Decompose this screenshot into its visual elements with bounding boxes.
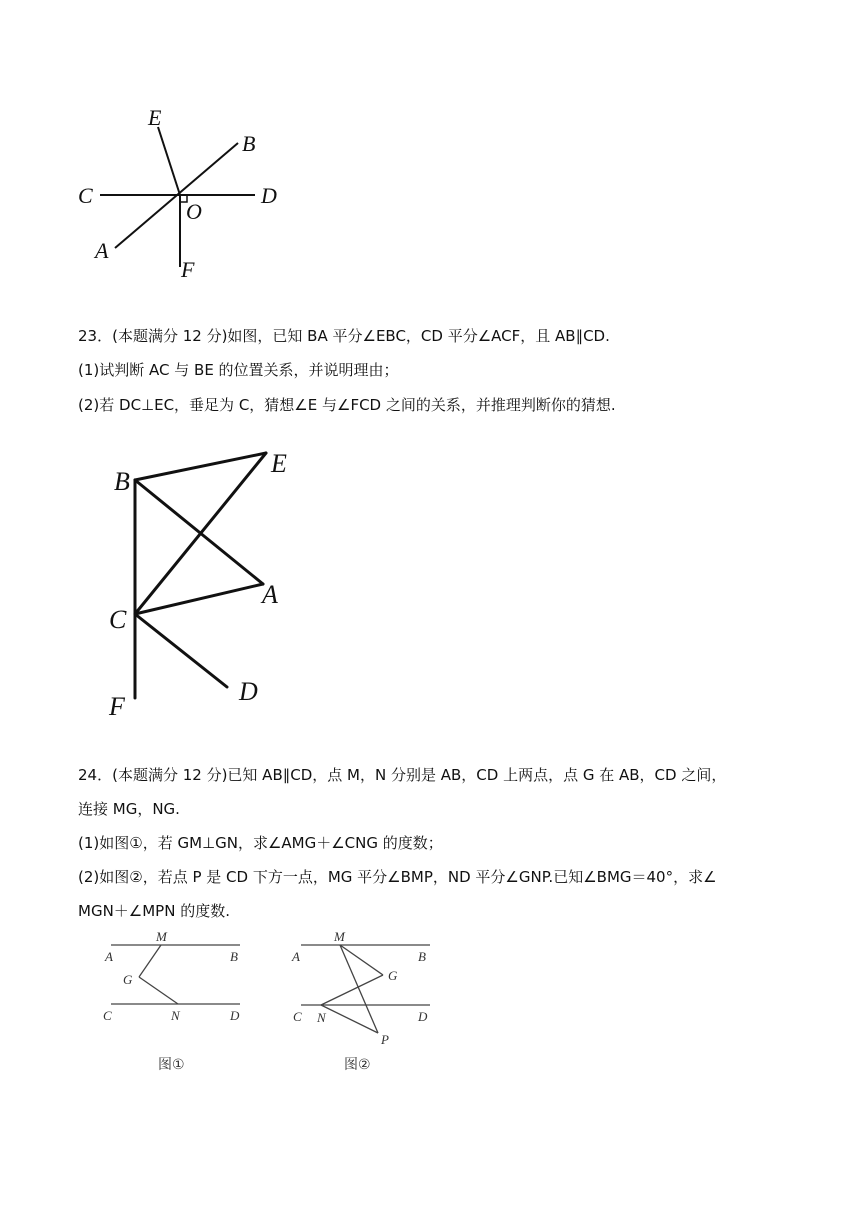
label-D: D xyxy=(418,1009,428,1024)
segment-GN xyxy=(139,977,178,1004)
q23-part1: (1)试判断 AC 与 BE 的位置关系，并说明理由； xyxy=(78,361,399,379)
q24-header: 24．(本题满分 12 分)已知 AB∥CD，点 M，N 分别是 AB，CD 上两点，点 G 在 AB，CD 之间， xyxy=(78,766,727,784)
label-M: M xyxy=(156,929,167,944)
label-C: C xyxy=(103,1008,112,1023)
ray-OE xyxy=(158,127,180,195)
figure-top-angles xyxy=(60,95,300,290)
segment-CD xyxy=(135,614,227,687)
segment-GN xyxy=(321,975,383,1005)
label-C: C xyxy=(109,605,127,634)
label-F: F xyxy=(109,692,125,721)
label-M: M xyxy=(334,929,345,944)
label-N: N xyxy=(171,1008,180,1023)
label-O: O xyxy=(186,199,202,224)
fig1-caption: 图① xyxy=(158,1057,185,1073)
figure-q24-1 xyxy=(95,928,255,1028)
label-F: F xyxy=(181,257,195,282)
figure-q23 xyxy=(100,440,310,725)
label-N: N xyxy=(317,1010,326,1025)
label-G: G xyxy=(123,972,133,987)
label-A: A xyxy=(105,949,113,964)
label-P: P xyxy=(381,1032,389,1047)
label-A: A xyxy=(262,580,278,609)
label-B: B xyxy=(114,467,130,496)
label-C: C xyxy=(293,1009,302,1024)
figure-q24-2 xyxy=(285,928,445,1048)
q24-part1: (1)如图①，若 GM⊥GN，求∠AMG＋∠CNG 的度数； xyxy=(78,834,443,852)
label-D: D xyxy=(239,677,258,706)
label-A: A xyxy=(292,949,300,964)
label-B: B xyxy=(242,131,256,156)
fig2-caption: 图② xyxy=(344,1057,371,1073)
q24-header-cont: 连接 MG，NG. xyxy=(78,800,180,818)
label-G: G xyxy=(388,968,398,983)
label-A: A xyxy=(95,238,109,263)
label-C: C xyxy=(78,183,93,208)
label-D: D xyxy=(230,1008,240,1023)
label-E: E xyxy=(271,449,287,478)
segment-MG xyxy=(139,945,161,977)
label-D: D xyxy=(261,183,277,208)
label-B: B xyxy=(418,949,426,964)
label-B: B xyxy=(230,949,238,964)
segment-NP xyxy=(321,1005,378,1033)
segment-BA xyxy=(135,480,263,584)
q24-part2-cont: MGN＋∠MPN 的度数. xyxy=(78,902,230,920)
q23-header: 23．(本题满分 12 分)如图，已知 BA 平分∠EBC，CD 平分∠ACF，且 AB∥CD. xyxy=(78,327,610,345)
q24-part2: (2)如图②，若点 P 是 CD 下方一点，MG 平分∠BMP，ND 平分∠GNP.已知∠BMG＝40°，求∠ xyxy=(78,868,717,886)
label-E: E xyxy=(148,105,162,130)
q23-part2: (2)若 DC⊥EC，垂足为 C，猜想∠E 与∠FCD 之间的关系，并推理判断你的猜想. xyxy=(78,396,616,414)
